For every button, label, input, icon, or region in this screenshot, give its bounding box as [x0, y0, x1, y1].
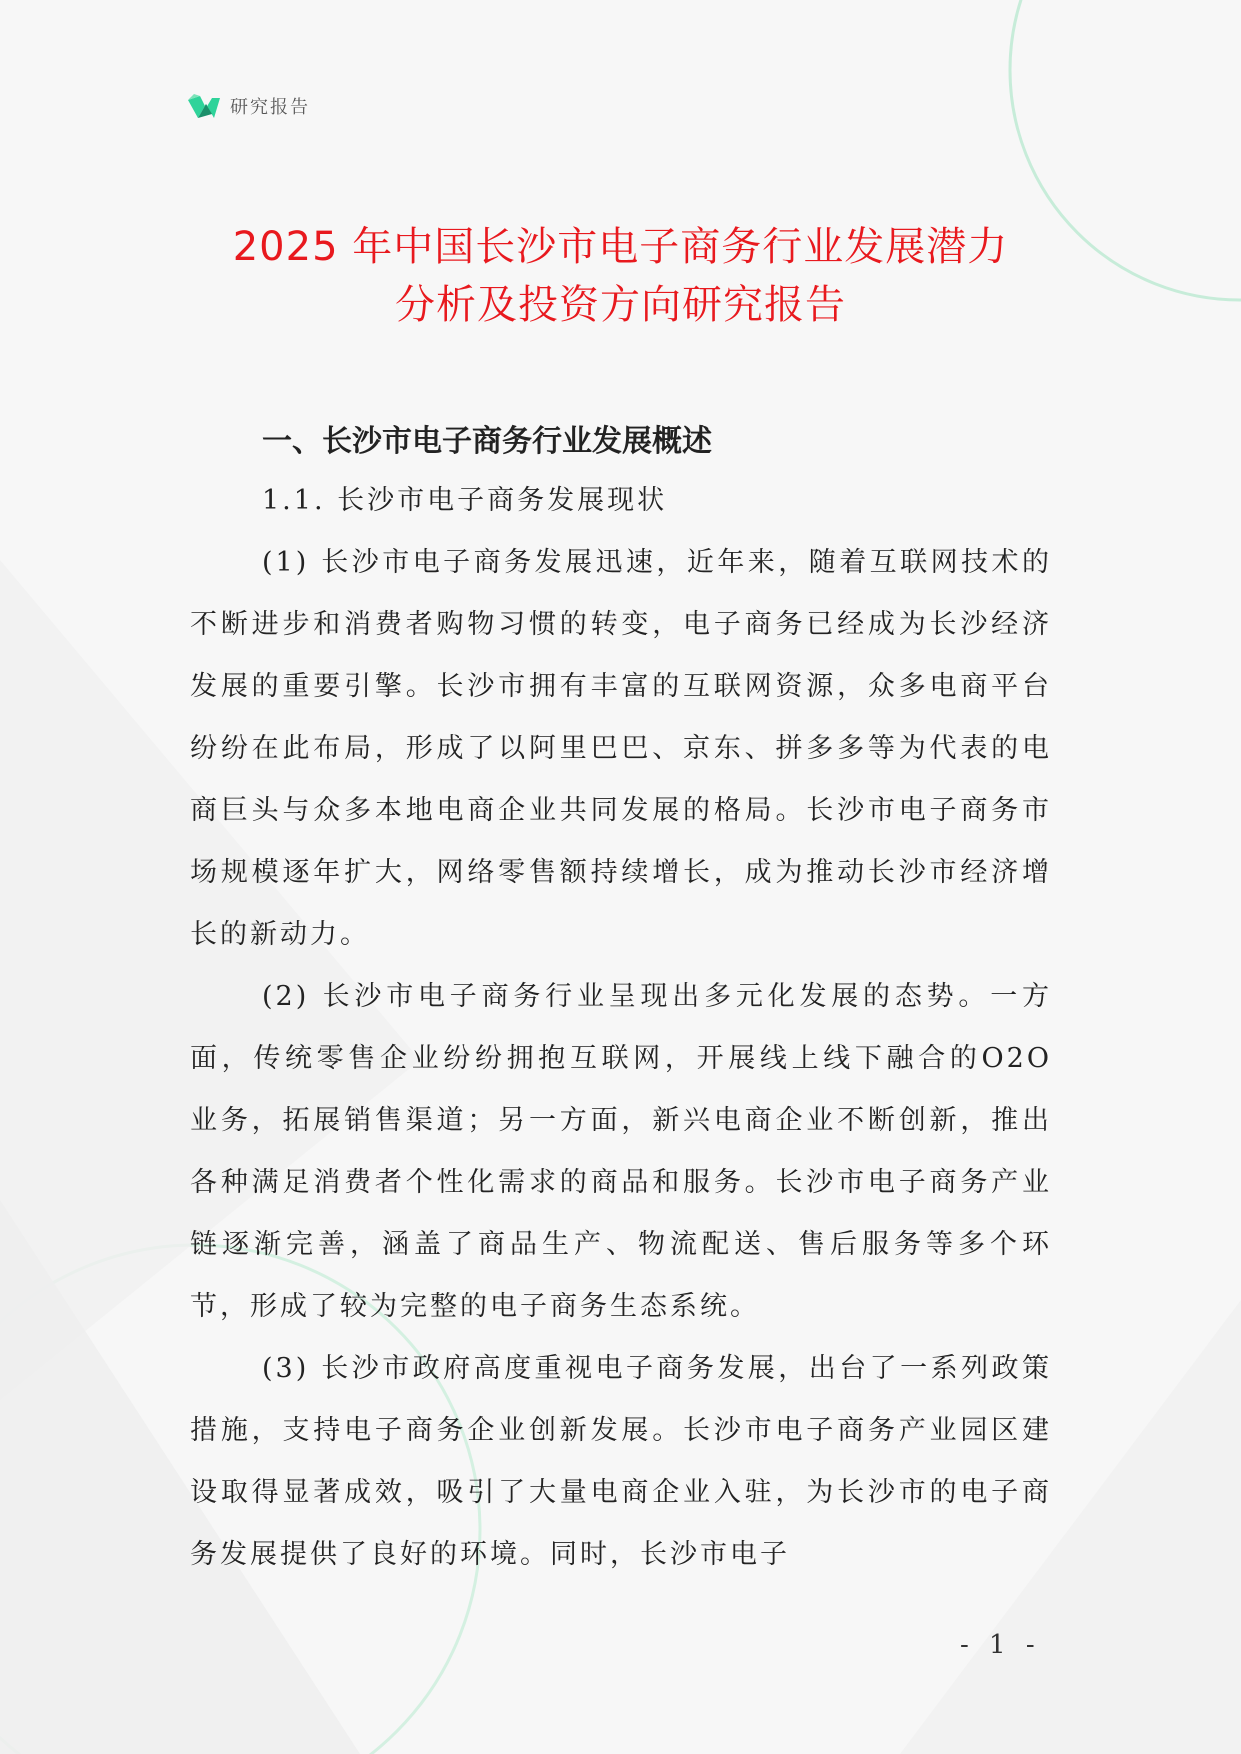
subsection-heading: 1.1. 长沙市电子商务发展现状: [262, 485, 668, 516]
report-header: [186, 90, 310, 122]
content-body: [190, 418, 1052, 1586]
paragraph-2: (2) 长沙市电子商务行业呈现出多元化发展的态势。一方面，传统零售企业纷纷拥抱互联网，开展线上线下融合的O2O 业务，拓展销售渠道；另一方面，新兴电商企业不断创新，推出各种满足消费者个性化需求的商品和服务。长沙市电子商务产业链逐渐完善，涵盖了商品生产、物流配送、售后服务等多个环节，形成了较为完整的电子商务生态系统。: [190, 981, 1052, 1322]
page-number: - 1 -: [960, 1630, 1041, 1660]
report-title: [150, 218, 1091, 334]
paragraph-1: (1) 长沙市电子商务发展迅速，近年来，随着互联网技术的不断进步和消费者购物习惯的转变，电子商务已经成为长沙经济发展的重要引擎。长沙市拥有丰富的互联网资源，众多电商平台纷纷在此布局，形成了以阿里巴巴、京东、拼多多等为代表的电商巨头与众多本地电商企业共同发展的格局。长沙市电子商务市场规模逐年扩大，网络零售额持续增长，成为推动长沙市经济增长的新动力。: [190, 547, 1052, 950]
title-line-2: 分析及投资方向研究报告: [395, 282, 846, 328]
title-line-1: 2025 年中国长沙市电子商务行业发展潜力: [232, 224, 1009, 270]
section-heading: 一、长沙市电子商务行业发展概述: [262, 424, 712, 459]
header-label: 研究报告: [230, 97, 310, 118]
logo-icon: [186, 90, 222, 122]
paragraph-3: (3) 长沙市政府高度重视电子商务发展，出台了一系列政策措施，支持电子商务企业创新发展。长沙市电子商务产业园区建设取得显著成效，吸引了大量电商企业入驻，为长沙市的电子商务发展提供了良好的环境。同时，长沙市电子: [190, 1353, 1052, 1570]
